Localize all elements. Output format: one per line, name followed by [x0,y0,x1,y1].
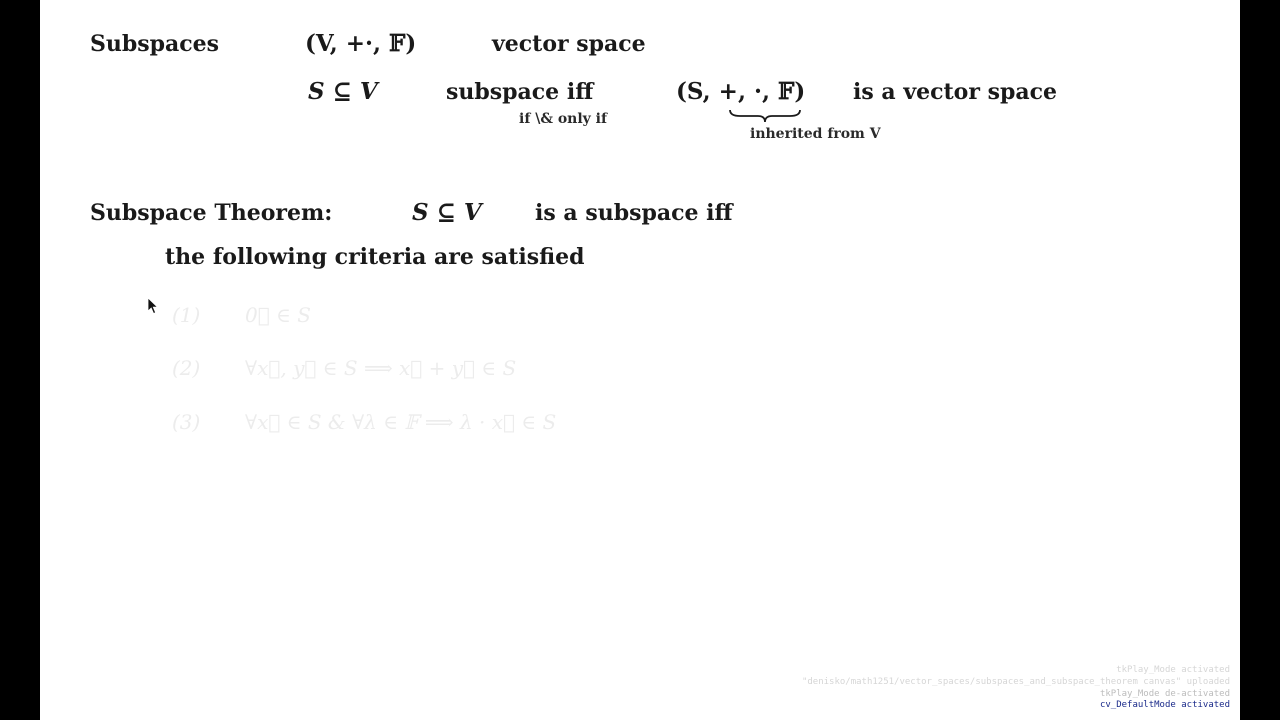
iff-annotation: if \& only if [519,111,608,127]
criterion-1-text: 0⃗ ∈ S [245,303,311,327]
right-frame-border [1240,0,1280,720]
theorem-title: Subspace Theorem: [90,200,333,226]
criterion-1-number: (1) [172,303,201,327]
console-line-3: tkPlay_Mode de-activated [1099,689,1230,699]
criterion-3-text: ∀x⃗ ∈ S & ∀λ ∈ 𝔽 ⟹ λ · x⃗ ∈ S [245,410,557,434]
theorem-line-2: the following criteria are satisfied [165,244,585,270]
subspace-tuple: (S, +, ·, 𝔽) [676,78,806,105]
mouse-pointer-icon [147,297,159,315]
console-line-1: tkPlay_Mode activated [1116,665,1230,675]
criterion-3-number: (3) [172,410,201,434]
vector-space-tuple: (V, +·, 𝔽) [305,30,417,57]
slide-title: Subspaces [90,31,220,57]
inherited-annotation: inherited from V [750,126,881,142]
criterion-2-number: (2) [172,356,201,380]
slide-canvas[interactable] [40,0,1240,720]
theorem-subspace-iff: is a subspace iff [535,200,733,226]
definition-lhs: S ⊆ V [308,78,378,105]
console-line-2: "denisko/math1251/vector_spaces/subspaces_and_subspace_theorem canvas" uploaded [801,677,1230,687]
console-line-4: cv_DefaultMode activated [1099,700,1230,710]
definition-subspace-iff: subspace iff [446,79,594,105]
criterion-2-text: ∀x⃗, y⃗ ∈ S ⟹ x⃗ + y⃗ ∈ S [245,356,517,380]
theorem-lhs: S ⊆ V [412,199,482,226]
underbrace-icon [728,108,802,124]
left-frame-border [0,0,40,720]
vector-space-label: vector space [492,31,646,57]
definition-rhs: is a vector space [853,79,1057,105]
